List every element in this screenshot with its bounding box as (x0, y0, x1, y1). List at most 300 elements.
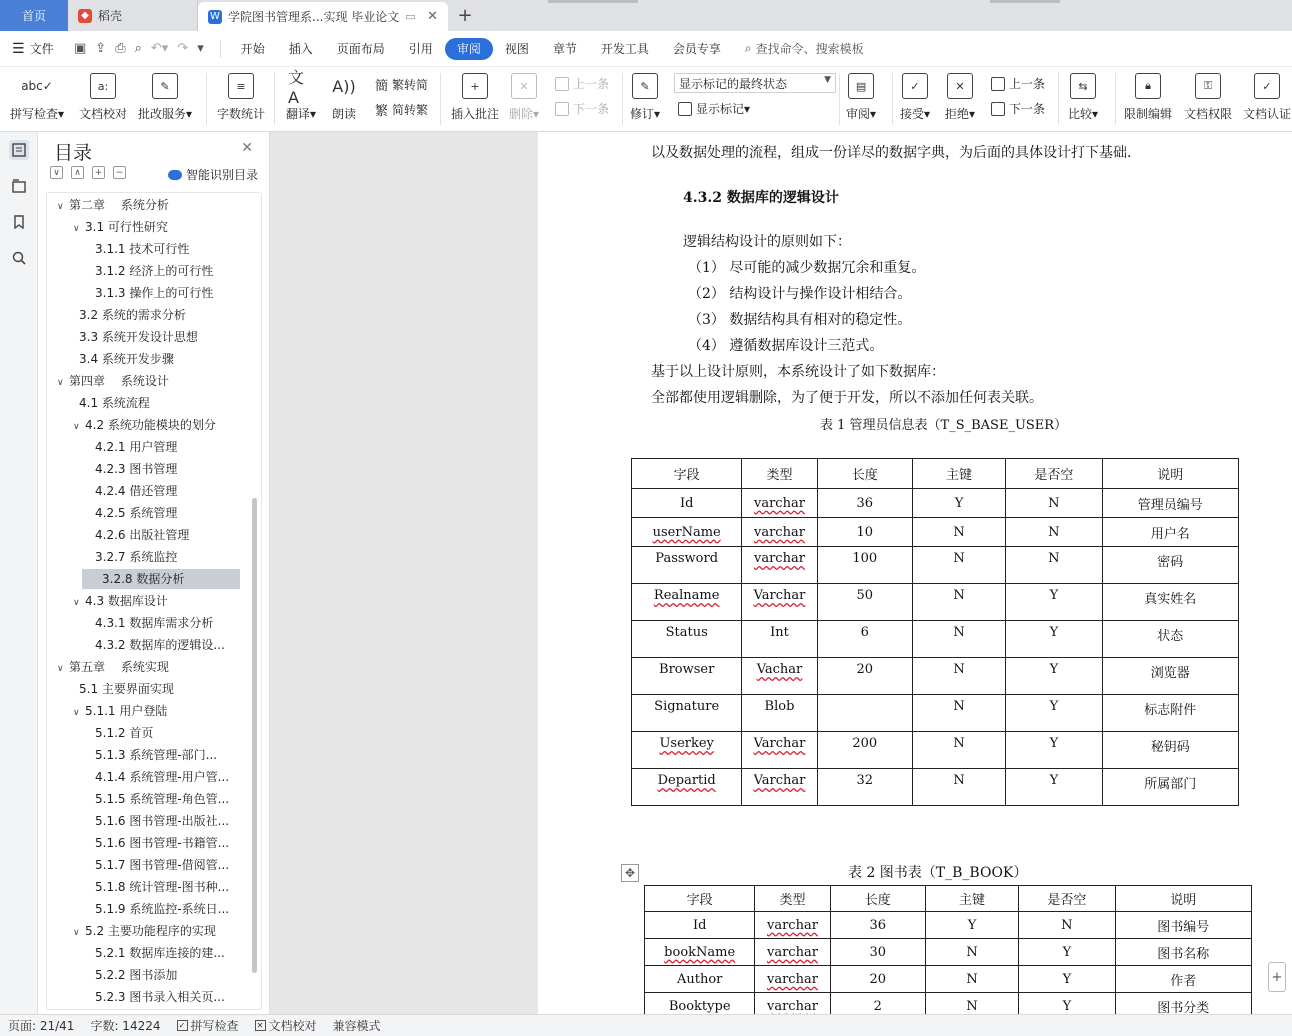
table-cell[interactable]: Id (645, 912, 755, 939)
table-cell[interactable]: 36 (830, 912, 925, 939)
table-cell[interactable]: 32 (817, 769, 912, 806)
toc-entry[interactable] (47, 833, 243, 853)
spell-check-icon: abc✓ (21, 79, 53, 93)
table-cell[interactable]: Blob (742, 695, 817, 732)
table-caption: 表 1 管理员信息表（T_S_BASE_USER） (820, 418, 1068, 433)
table-cell[interactable]: Y (1019, 939, 1115, 966)
table-cell[interactable]: N (1019, 912, 1115, 939)
accept-button[interactable] (900, 69, 930, 122)
toc-entry-label: 3.1.2 经济上的可行性 (95, 264, 214, 278)
toc-entry-label: 5.2.1 数据库连接的建... (95, 946, 225, 960)
tab-document-label: 学院图书管理系...实现 毕业论文 (228, 10, 400, 24)
table-cell[interactable]: varchar (742, 518, 817, 547)
comment-delete-icon: ✕ (511, 73, 537, 99)
toc-entry-label: 4.1 系统流程 (79, 396, 150, 410)
table-cell[interactable]: varchar (742, 547, 817, 584)
table-cell[interactable]: N (912, 732, 1005, 769)
table-cell[interactable]: N (1006, 518, 1102, 547)
smart-toc-label: 智能识别目录 (186, 168, 259, 182)
table-cell[interactable] (817, 695, 912, 732)
list-item: （3） 数据结构具有相对的稳定性。 (688, 312, 912, 328)
tab-home[interactable] (0, 0, 68, 31)
reject-button[interactable] (945, 69, 975, 122)
paragraph-text: 以及数据处理的流程，组成一份详尽的数据字典，为后面的具体设计打下基础. (651, 145, 1132, 161)
window-grip (548, 0, 638, 3)
table-cell[interactable]: 所属部门 (1102, 769, 1238, 806)
toc-entry[interactable] (47, 855, 243, 875)
toc-entry[interactable] (82, 569, 240, 589)
show-markup-icon (678, 102, 692, 116)
read-aloud-icon: A)) (332, 76, 356, 96)
toc-entry[interactable] (47, 789, 243, 809)
tab-section[interactable]: 章节 (552, 42, 577, 56)
track-changes-icon: ✎ (632, 73, 658, 99)
collapse-all-icon[interactable]: ∨ (50, 166, 63, 179)
doc-auth-button[interactable] (1243, 69, 1291, 122)
toc-entry-label: 3.1.3 操作上的可行性 (95, 286, 214, 300)
toc-entry[interactable] (47, 635, 243, 655)
command-search[interactable] (745, 40, 864, 57)
close-icon[interactable]: ✕ (241, 140, 253, 156)
toc-entry-label: 3.1.1 技术可行性 (95, 242, 190, 256)
tab-page-layout[interactable]: 页面布局 (336, 42, 385, 56)
table-cell[interactable]: Browser (632, 658, 742, 695)
toc-entry-label: 第二章 系统分析 (69, 198, 169, 212)
document-area (270, 132, 1292, 1014)
tab-document[interactable] (198, 2, 448, 31)
spell-check-button[interactable] (10, 69, 64, 122)
table-cell[interactable]: 密码 (1102, 547, 1238, 584)
toc-entry[interactable] (47, 525, 243, 545)
hamburger-icon: ☰ (12, 40, 25, 57)
table-cell[interactable]: Varchar (742, 584, 817, 621)
accept-icon: ✓ (902, 73, 928, 99)
table-cell[interactable]: Y (1006, 695, 1102, 732)
status-bar (0, 1014, 1292, 1036)
undo-icon[interactable]: ↶▾ (150, 41, 169, 56)
table-cell[interactable]: Signature (632, 695, 742, 732)
table-cell[interactable]: 管理员编号 (1102, 489, 1238, 518)
toc-entry-label: 3.2 系统的需求分析 (79, 308, 186, 322)
chevron-down-icon[interactable]: ∨ (73, 224, 80, 234)
table-cell[interactable]: bookName (645, 939, 755, 966)
table-header-cell: 主键 (925, 886, 1018, 912)
table-cell[interactable]: 图书分类 (1115, 993, 1251, 1015)
toc-entry-label: 4.2.4 借还管理 (95, 484, 178, 498)
spell-check-status[interactable]: ✓ 拼写检查 (169, 1017, 247, 1034)
correction-service-icon: ✎ (152, 73, 178, 99)
toc-entry-label: 4.2.5 系统管理 (95, 506, 178, 520)
toc-entry[interactable] (47, 437, 243, 457)
document-page[interactable] (538, 132, 1292, 1014)
save-icon[interactable]: ▣ (74, 41, 87, 56)
toc-entry[interactable] (47, 613, 243, 633)
compare-icon: ⇆ (1070, 73, 1096, 99)
tab-home-label: 首页 (21, 9, 46, 23)
paragraph-text: 基于以上设计原则，本系统设计了如下数据库： (651, 364, 945, 380)
table-row (632, 584, 1239, 621)
table-cell[interactable]: Y (1006, 621, 1102, 658)
toc-entry[interactable] (47, 921, 243, 941)
table-cell[interactable]: Y (1019, 993, 1115, 1015)
table-cell[interactable]: Y (1019, 966, 1115, 993)
next-comment-button[interactable] (555, 100, 609, 117)
toc-entry-label: 4.1.4 系统管理-用户管... (95, 770, 230, 784)
admin-user-table (631, 458, 1239, 806)
review-pane-button[interactable] (846, 69, 876, 122)
table-cell[interactable]: N (925, 993, 1018, 1015)
table-cell[interactable]: Int (742, 621, 817, 658)
paragraph-text: 全部都使用逻辑删除，为了便于开发，所以不添加任何表关联。 (651, 390, 1043, 406)
checkbox-icon: ✓ (177, 1020, 188, 1031)
toc-tools (50, 166, 126, 179)
toc-entry[interactable] (47, 217, 243, 237)
table-cell[interactable]: N (912, 547, 1005, 584)
daoke-icon: ◆ (78, 9, 92, 23)
toc-entry[interactable] (47, 745, 243, 765)
table-cell[interactable]: Y (1006, 584, 1102, 621)
table-row (645, 939, 1252, 966)
table-header-cell: 主键 (912, 459, 1005, 489)
word-count-icon: ≡ (228, 73, 254, 99)
toc-entry[interactable] (47, 327, 243, 347)
toc-entry-label: 4.2.6 出版社管理 (95, 528, 190, 542)
table-cell[interactable]: Booktype (645, 993, 755, 1015)
chevron-down-icon[interactable]: ∨ (57, 664, 64, 674)
delete-comment-button[interactable] (509, 69, 539, 122)
table-cell[interactable]: N (912, 658, 1005, 695)
table-cell[interactable]: 状态 (1102, 621, 1238, 658)
table-header-cell: 类型 (755, 886, 830, 912)
correction-service-button[interactable] (138, 69, 192, 122)
table-cell[interactable]: varchar (755, 912, 830, 939)
table-cell[interactable]: Realname (632, 584, 742, 621)
toc-entry[interactable] (47, 701, 243, 721)
table-cell[interactable]: varchar (755, 993, 830, 1015)
table-cell[interactable]: Y (912, 489, 1005, 518)
toc-scrollbar[interactable] (252, 498, 257, 973)
add-row-icon[interactable]: + (1268, 962, 1286, 992)
translate-label: 翻译▾ (286, 107, 317, 121)
table-header-cell: 字段 (645, 886, 755, 912)
table-cell[interactable]: 标志附件 (1102, 695, 1238, 732)
toc-entry[interactable] (47, 767, 243, 787)
table-cell[interactable]: 200 (817, 732, 912, 769)
toc-entry[interactable] (47, 195, 243, 215)
table-cell[interactable]: Vachar (742, 658, 817, 695)
table-cell[interactable]: N (925, 939, 1018, 966)
bookmark-icon[interactable] (9, 212, 29, 232)
table-header-cell: 字段 (632, 459, 742, 489)
simp-trad-icon: 繁 (375, 104, 389, 119)
ribbon-separator (440, 73, 441, 125)
table-cell[interactable]: 图书编号 (1115, 912, 1251, 939)
toc-entry-label: 4.2.3 图书管理 (95, 462, 178, 476)
table-cell[interactable]: 2 (830, 993, 925, 1015)
table-cell[interactable]: 真实姓名 (1102, 584, 1238, 621)
track-changes-label: 修订▾ (630, 107, 661, 121)
simp-to-trad-button[interactable] (375, 100, 428, 119)
toc-entry[interactable] (47, 943, 243, 963)
table-cell[interactable]: 30 (830, 939, 925, 966)
table-row (632, 732, 1239, 769)
table-cell[interactable]: Password (632, 547, 742, 584)
table-cell[interactable]: 6 (817, 621, 912, 658)
compare-label: 比较▾ (1068, 107, 1099, 121)
table-cell[interactable]: 50 (817, 584, 912, 621)
redo-icon[interactable]: ↷ (177, 41, 189, 56)
show-markup-button[interactable] (678, 100, 750, 117)
table-header-cell: 说明 (1115, 886, 1251, 912)
table-cell[interactable]: varchar (755, 939, 830, 966)
trad-to-simp-button[interactable] (375, 75, 428, 94)
table-cell[interactable]: Varchar (742, 732, 817, 769)
tab-close-icon[interactable]: ✕ (427, 9, 438, 24)
table-cell[interactable]: 100 (817, 547, 912, 584)
table-cell[interactable]: N (912, 695, 1005, 732)
toc-title: 目录 (54, 142, 93, 164)
table-cell[interactable]: Id (632, 489, 742, 518)
trad-simp-icon: 簡 (375, 79, 389, 94)
toc-panel (38, 132, 270, 1014)
table-cell[interactable]: 作者 (1115, 966, 1251, 993)
doc-rights-button[interactable] (1184, 69, 1232, 122)
table-cell[interactable]: Y (925, 912, 1018, 939)
toc-entry-label: 4.2.1 用户管理 (95, 440, 178, 454)
translate-button[interactable] (286, 69, 316, 122)
toc-entry[interactable] (47, 899, 243, 919)
compare-button[interactable] (1068, 69, 1098, 122)
prev-change-icon (991, 77, 1005, 91)
correction-service-label: 批改服务▾ (138, 107, 193, 121)
tab-references[interactable]: 引用 (408, 42, 433, 56)
track-changes-button[interactable] (630, 69, 660, 122)
table-cell[interactable]: N (1006, 489, 1102, 518)
table-cell[interactable]: 10 (817, 518, 912, 547)
restrict-editing-button[interactable] (1124, 69, 1172, 122)
table-cell[interactable]: Y (1006, 769, 1102, 806)
toc-entry[interactable] (47, 239, 243, 259)
tab-developer[interactable]: 开发工具 (600, 42, 649, 56)
export-icon[interactable]: ⇪ (95, 41, 107, 56)
table-cell[interactable]: 用户名 (1102, 518, 1238, 547)
doc-proof-label: 文档校对 (79, 107, 128, 121)
toc-entry[interactable] (47, 547, 243, 567)
tab-daoke-label: 稻壳 (98, 9, 123, 23)
compat-mode: 兼容模式 (332, 1019, 381, 1033)
ribbon-separator (1058, 73, 1059, 125)
ribbon-separator (274, 73, 275, 125)
word-count-button[interactable] (217, 69, 265, 122)
table-cell[interactable]: N (925, 966, 1018, 993)
table-cell[interactable]: 浏览器 (1102, 658, 1238, 695)
translate-icon: 文A (288, 68, 305, 107)
table-row (632, 489, 1239, 518)
reject-icon: ✕ (947, 73, 973, 99)
toc-entry[interactable] (47, 723, 243, 743)
word-count[interactable]: 字数: 14224 (90, 1019, 161, 1033)
book-table (644, 885, 1252, 1014)
table-cell[interactable]: 秘钥码 (1102, 732, 1238, 769)
toc-list (46, 192, 262, 1010)
table-header-cell: 说明 (1102, 459, 1238, 489)
toc-entry-label: 3.2.7 系统监控 (95, 550, 178, 564)
tab-view[interactable]: 视图 (504, 42, 529, 56)
prev-comment-label: 上一条 (573, 77, 610, 91)
tab-review[interactable]: 审阅 (445, 38, 493, 60)
toc-entry[interactable] (47, 965, 243, 985)
table-cell[interactable]: N (912, 518, 1005, 547)
toc-entry[interactable] (47, 349, 243, 369)
toc-entry[interactable] (47, 371, 243, 391)
next-comment-icon (555, 102, 569, 116)
accept-label: 接受▾ (900, 107, 931, 121)
lock-icon: 🔒︎ (1135, 73, 1161, 99)
toc-entry-label: 5.1.5 系统管理-角色管... (95, 792, 230, 806)
table-cell[interactable]: Departid (632, 769, 742, 806)
chevron-down-icon[interactable]: ∨ (73, 598, 80, 608)
table-cell[interactable]: N (912, 621, 1005, 658)
toc-entry-label: 5.1.8 统计管理-图书种... (95, 880, 230, 894)
tab-daoke[interactable] (68, 0, 198, 31)
remove-entry-icon[interactable]: − (113, 166, 126, 179)
table-cell[interactable]: 图书名称 (1115, 939, 1251, 966)
file-menu[interactable] (0, 40, 66, 57)
table-cell[interactable]: 36 (817, 489, 912, 518)
ai-icon (168, 170, 182, 180)
table-cell[interactable]: varchar (755, 966, 830, 993)
next-change-label: 下一条 (1009, 102, 1046, 116)
table-cell[interactable]: Y (1006, 658, 1102, 695)
toc-panel-icon[interactable] (9, 140, 29, 160)
page-indicator[interactable]: 页面: 21/41 (8, 1019, 75, 1033)
prev-comment-button[interactable] (555, 75, 609, 92)
toc-entry[interactable] (47, 283, 243, 303)
navigation-pane-icon[interactable] (9, 176, 29, 196)
tab-start[interactable]: 开始 (240, 42, 265, 56)
next-comment-label: 下一条 (573, 102, 610, 116)
toc-entry-label: 5.1.1 用户登陆 (85, 704, 168, 718)
table-row (645, 966, 1252, 993)
doc-rights-label: 文档权限 (1184, 107, 1233, 121)
insert-comment-label: 插入批注 (451, 107, 500, 121)
ribbon-separator (892, 73, 893, 125)
proof-icon: ✕ (255, 1020, 266, 1031)
toc-entry-label: 4.3 数据库设计 (85, 594, 168, 608)
table-cell[interactable]: Author (645, 966, 755, 993)
toc-entry[interactable] (47, 481, 243, 501)
menu-separator (220, 40, 221, 58)
table-cell[interactable]: N (912, 769, 1005, 806)
smart-toc-button[interactable] (168, 166, 258, 183)
toc-entry[interactable] (47, 459, 243, 479)
table-row (645, 912, 1252, 939)
review-ribbon (0, 67, 1292, 132)
markup-state-select[interactable] (674, 73, 836, 93)
search-icon[interactable] (9, 248, 29, 268)
toc-entry-label: 4.3.2 数据库的逻辑设... (95, 638, 225, 652)
table-cell[interactable]: Y (1006, 732, 1102, 769)
toc-entry-label: 第五章 系统实现 (69, 660, 169, 674)
expand-all-icon[interactable]: ∧ (71, 166, 84, 179)
tab-float-icon[interactable]: ▭ (405, 10, 416, 23)
review-pane-label: 审阅▾ (846, 107, 877, 121)
table-cell[interactable]: Varchar (742, 769, 817, 806)
table-move-icon[interactable]: ✥ (621, 864, 639, 882)
read-aloud-label: 朗读 (331, 107, 356, 121)
table-row (632, 547, 1239, 584)
doc-proof-button[interactable] (79, 69, 127, 122)
tab-insert[interactable]: 插入 (288, 42, 313, 56)
table-cell[interactable]: N (912, 584, 1005, 621)
toc-entry[interactable] (47, 657, 243, 677)
chevron-down-icon[interactable]: ∨ (73, 422, 80, 432)
chevron-down-icon[interactable]: ∨ (73, 928, 80, 938)
command-search-placeholder: 查找命令、搜索模板 (755, 42, 864, 56)
word-count-label: 字数统计 (217, 107, 266, 121)
toc-entry[interactable] (47, 415, 243, 435)
next-change-button[interactable] (991, 100, 1045, 117)
list-item: （1） 尽可能的减少数据冗余和重复。 (688, 260, 926, 276)
chevron-down-icon[interactable]: ∨ (57, 202, 64, 212)
toc-entry-label: 4.3.1 数据库需求分析 (95, 616, 214, 630)
more-icon[interactable]: ▾ (197, 41, 204, 56)
chevron-down-icon[interactable]: ∨ (57, 378, 64, 388)
toc-entry[interactable] (47, 591, 243, 611)
print-preview-icon[interactable]: ⌕ (134, 41, 142, 56)
toc-entry[interactable] (47, 987, 243, 1007)
list-item: （2） 结构设计与操作设计相结合。 (688, 286, 912, 302)
toc-entry[interactable] (47, 261, 243, 281)
toc-entry-label: 5.1.7 图书管理-借阅管... (95, 858, 230, 872)
add-entry-icon[interactable]: + (92, 166, 105, 179)
toc-entry-label: 5.1.6 图书管理-书籍管... (95, 836, 230, 850)
table-cell[interactable]: 20 (830, 966, 925, 993)
table-cell[interactable]: varchar (742, 489, 817, 518)
toc-entry-label: 第四章 系统设计 (69, 374, 169, 388)
table-cell[interactable]: N (1006, 547, 1102, 584)
doc-proof-status[interactable]: ✕ 文档校对 (247, 1017, 325, 1034)
chevron-down-icon[interactable]: ∨ (73, 708, 80, 718)
toc-entry-label: 3.1 可行性研究 (85, 220, 168, 234)
toc-entry[interactable] (47, 305, 243, 325)
markup-state-value: 显示标记的最终状态 (679, 77, 788, 91)
print-icon[interactable]: ⎙ (115, 41, 126, 56)
new-tab-button[interactable]: + (457, 5, 473, 26)
next-change-icon (991, 102, 1005, 116)
table-cell[interactable]: 20 (817, 658, 912, 695)
toc-entry[interactable] (47, 877, 243, 897)
read-aloud-button[interactable] (331, 69, 357, 122)
list-item: （4） 遵循数据库设计三范式。 (688, 338, 884, 354)
table-cell[interactable]: Userkey (632, 732, 742, 769)
toc-entry-label: 5.1.3 系统管理-部门... (95, 748, 218, 762)
table-cell[interactable]: userName (632, 518, 742, 547)
table-header-cell: 长度 (830, 886, 925, 912)
toc-entry[interactable] (47, 503, 243, 523)
tab-member[interactable]: 会员专享 (672, 42, 721, 56)
prev-change-button[interactable] (991, 75, 1045, 92)
table-cell[interactable]: Status (632, 621, 742, 658)
toc-entry[interactable] (47, 811, 243, 831)
table-row (632, 769, 1239, 806)
toc-entry[interactable] (47, 393, 243, 413)
toc-entry-label: 5.2.3 图书录入相关页... (95, 990, 225, 1004)
toc-entry[interactable] (47, 679, 243, 699)
toc-entry-label: 5.1.6 图书管理-出版社... (95, 814, 230, 828)
toc-entry-label: 5.1.2 首页 (95, 726, 154, 740)
insert-comment-button[interactable] (451, 69, 499, 122)
